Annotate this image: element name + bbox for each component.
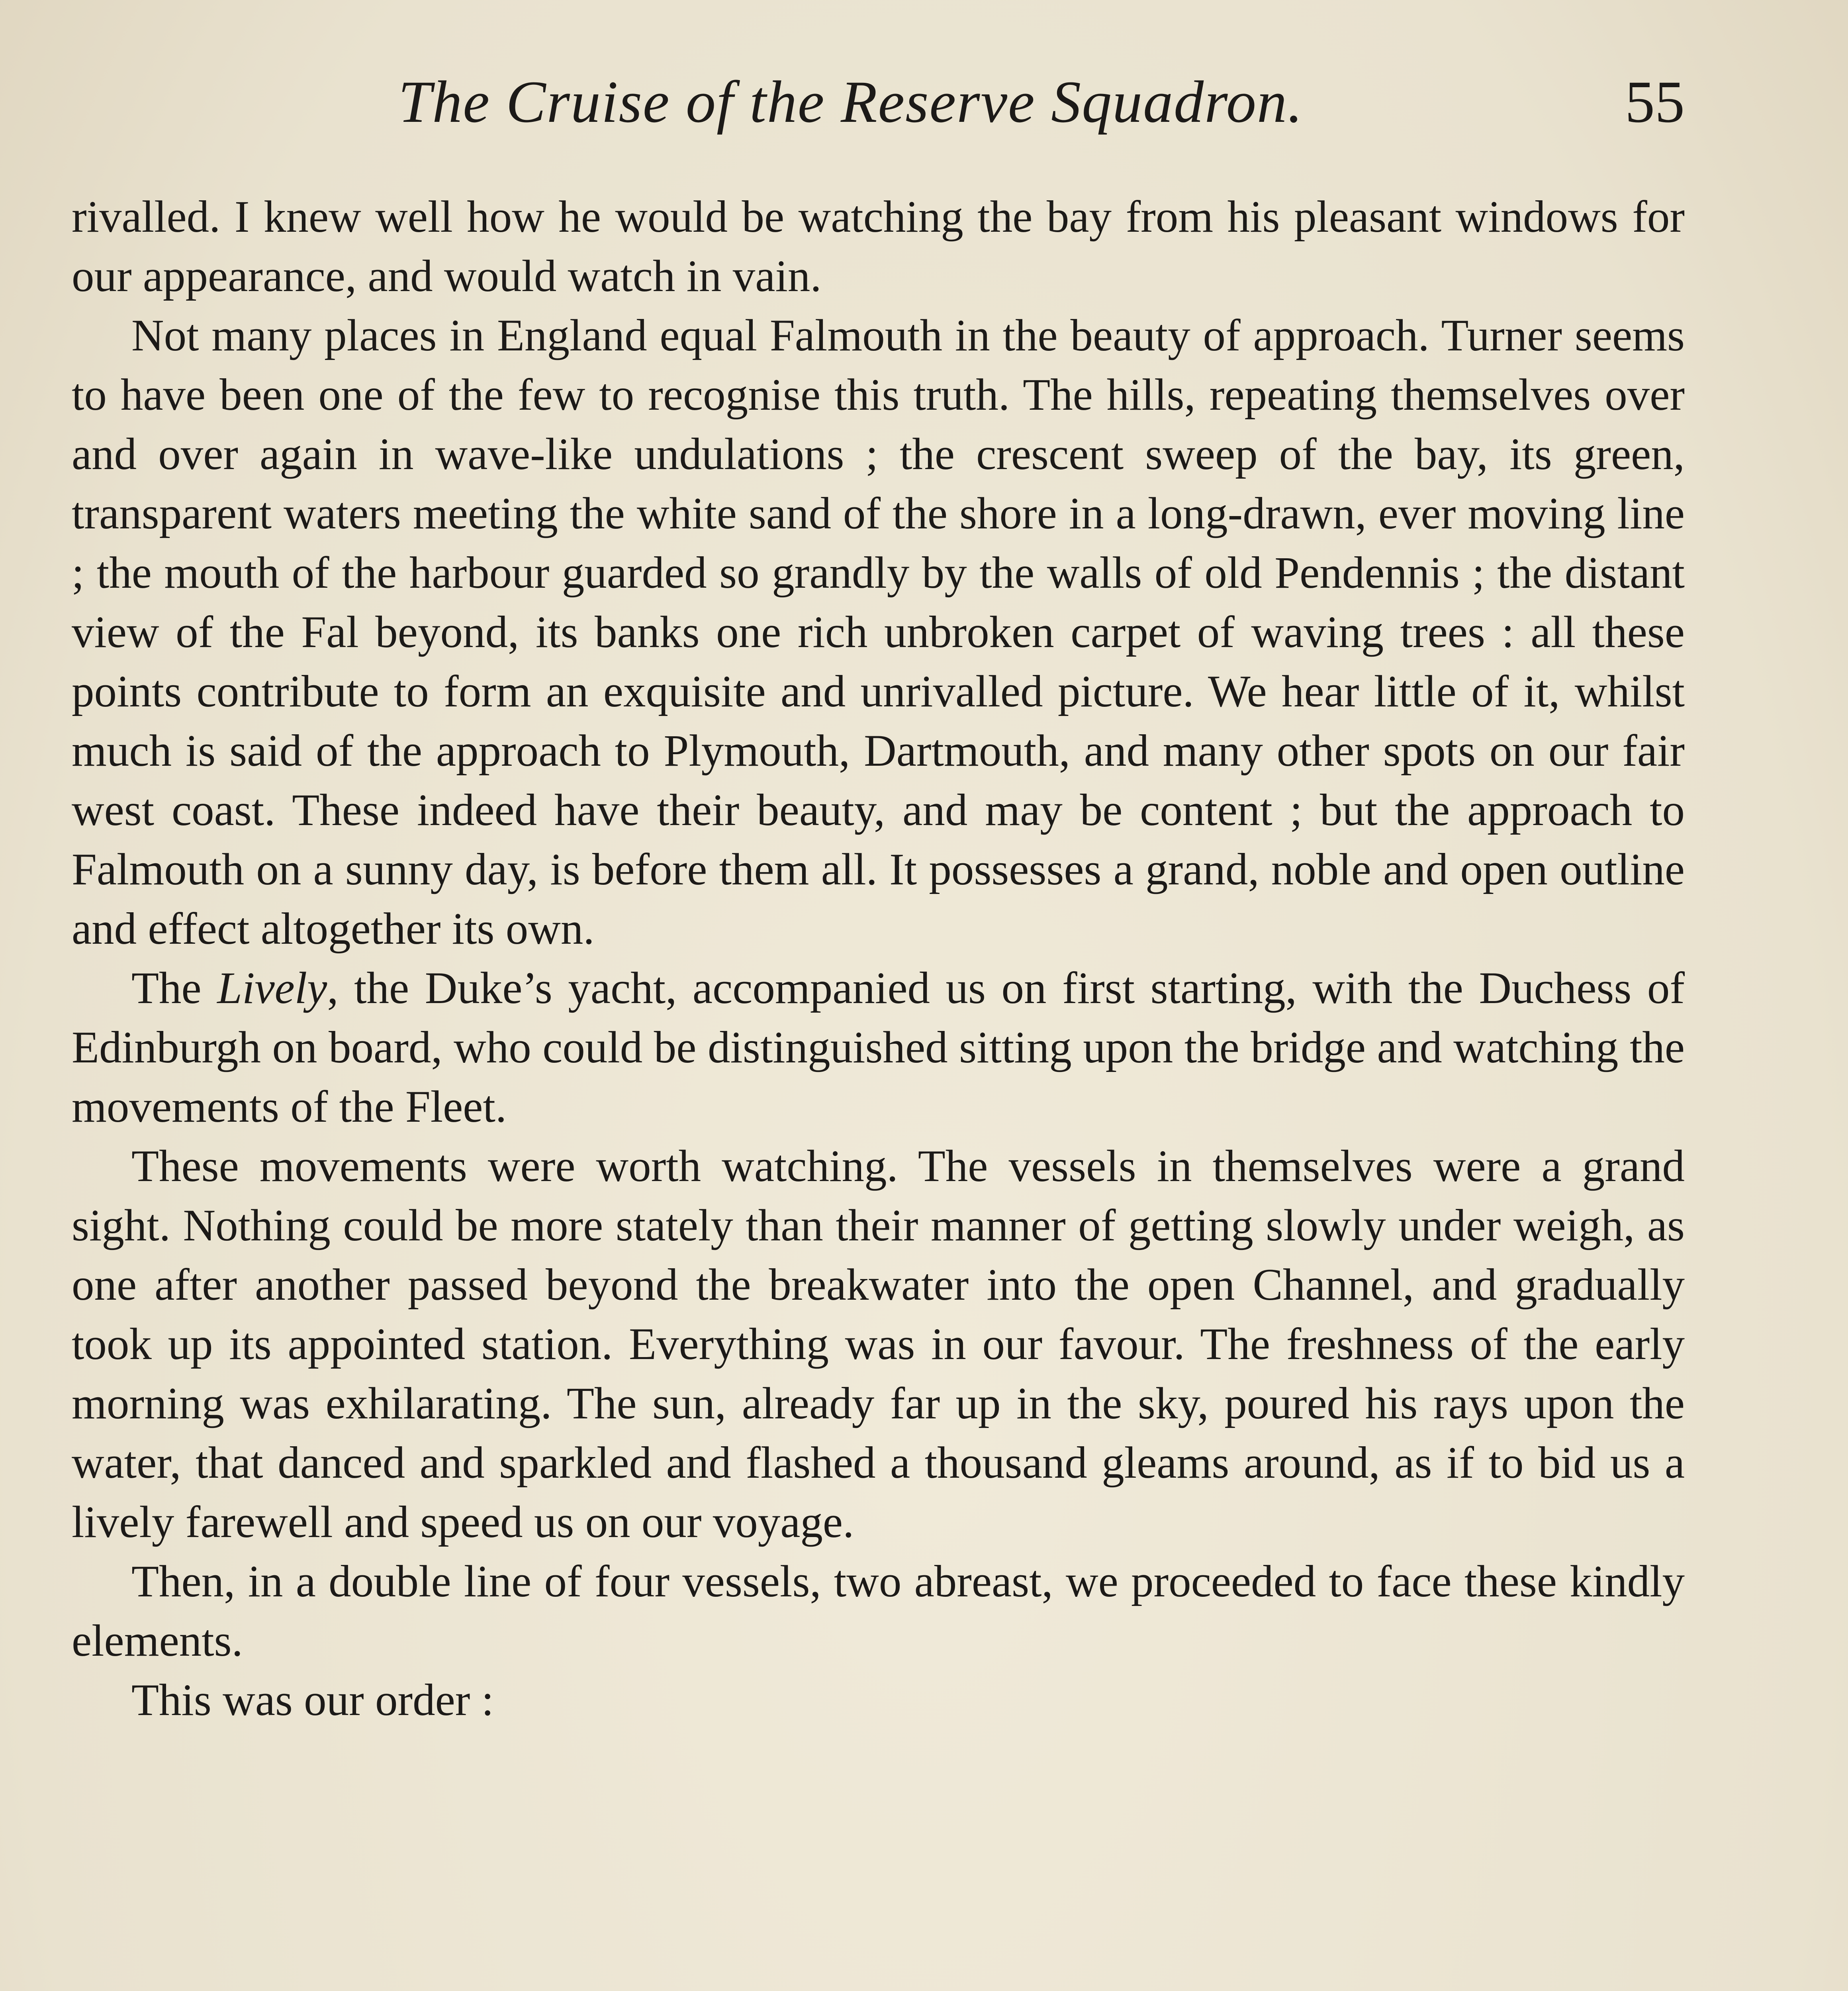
paragraph-lively <box>72 958 1685 1136</box>
paragraph: This was our order : <box>131 1675 494 1725</box>
paragraph: Not many places in England equal Falmouth in the beauty of approach. Turner seems to have been one of the few to recognise this truth. The hills, repeating themselves over and over again in wave-like undulations ; the crescent sweep of the bay, its green, transparent waters meeting the white sand of the shore in a long-drawn, ever moving line ; the mouth of the harbour guarded so grandly by the walls of old Pendennis ; the distant view of the Fal beyond, its banks one rich unbroken carpet of waving trees : all these points contribute to form an exquisite and unrivalled picture. We hear little of it, whilst much is said of the approach to Plymouth, Dartmouth, and many other spots on our fair west coast. These indeed have their beauty, and may be content ; but the approach to Falmouth on a sunny day, is before them all. It possesses a grand, noble and open outline and effect altogether its own. <box>72 311 1685 954</box>
paragraph: Then, in a double line of four vessels, two abreast, we proceeded to face these kindly elements. <box>72 1557 1685 1666</box>
lively-post: , the Duke’s yacht, accompanied us on first starting, with the Duchess of Edinburgh on board, who could be distinguished sitting upon the bridge and watching the movements of the Fleet. <box>72 963 1685 1132</box>
page-header <box>72 68 1685 147</box>
body-text <box>72 187 1685 1730</box>
lively-pre: The <box>131 963 217 1013</box>
paragraph: rivalled. I knew well how he would be watching the bay from his pleasant windows for our appearance, and would watch in vain. <box>72 192 1685 301</box>
page-number: 55 <box>1625 69 1685 135</box>
running-title: The Cruise of the Reserve Squadron. <box>398 69 1304 135</box>
ship-name-lively: Lively <box>217 963 327 1013</box>
paragraph: These movements were worth watching. The vessels in themselves were a grand sight. Nothing could be more stately than their manner of getting slowly under weigh, as one after another passed beyond the breakwater into the open Channel, and gradually took up its appointed station. Everything was in our favour. The freshness of the early morning was exhilarating. The sun, already far up in the sky, poured his rays upon the water, that danced and sparkled and flashed a thousand gleams around, as if to bid us a lively farewell and speed us on our voyage. <box>72 1141 1685 1547</box>
